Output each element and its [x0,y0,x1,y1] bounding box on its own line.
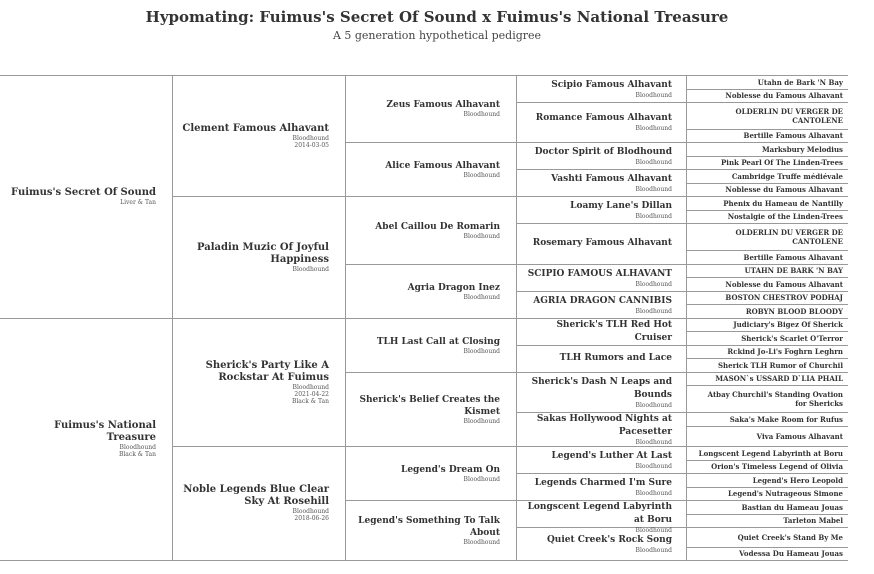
dog-card-gen5[interactable] [694,212,843,221]
dog-card-gen5[interactable] [694,374,843,383]
dog-card-gen5[interactable] [694,432,843,441]
dog-name: Legend's Hero Leopold [752,475,843,485]
row-separator [686,473,848,474]
dog-card-gen5[interactable] [694,228,843,246]
dog-card-gen5[interactable] [694,107,843,125]
dog-name: Loamy Lane's Dillan [570,200,672,211]
dog-name: Legend's Something To Talk About [358,515,500,538]
row-separator [686,412,848,413]
dog-name: Nostalgie of the Linden-Trees [727,212,843,221]
dog-detail: Bloodhound [463,111,500,118]
row-separator [345,318,516,319]
dog-card-gen5[interactable] [694,361,843,370]
dog-name: Noblesse du Famous Alhavant [725,185,843,194]
dog-name: Romance Famous Alhavant [535,113,672,123]
dog-card-gen5[interactable] [694,334,843,343]
dog-detail: Bloodhound [635,185,672,193]
dog-card-gen3[interactable] [353,99,500,118]
dog-name: Clement Famous Alhavant [182,122,329,134]
dog-detail: Bloodhound [292,265,329,273]
row-separator [516,372,686,373]
dog-card-gen5[interactable] [694,293,843,302]
dog-card-gen5[interactable] [694,549,843,558]
row-separator [516,264,686,265]
row-separator [686,196,848,197]
dog-card-gen4[interactable] [524,413,672,446]
dog-name: TLH Rumors and Lace [559,353,672,363]
row-separator [686,426,848,427]
dog-name: Sherick's Party Like A Rockstar At Fuimus [205,359,329,383]
dog-card-gen5[interactable] [694,145,843,154]
dog-detail: Bloodhound [635,212,672,220]
row-separator [345,196,516,197]
dog-card-gen5[interactable] [694,516,843,525]
dog-detail: Liver & Tan [120,199,156,206]
row-separator [0,560,172,561]
dog-name: Vashti Famous Alhavant [551,173,672,184]
dog-name: Vodessa Du Hameau Jouas [739,549,843,558]
row-separator [686,291,848,292]
dog-card-gen5[interactable] [694,185,843,194]
dog-name: Quiet Creek's Rock Song [546,534,672,545]
dog-card-gen5[interactable] [694,415,843,424]
row-separator [345,264,516,265]
dog-card-gen4[interactable] [524,146,672,166]
dog-name: Pink Pearl Of The Linden-Trees [721,158,843,167]
dog-card-gen3[interactable] [353,221,500,240]
dog-detail: Bloodhound [463,475,500,483]
dog-name: Noblesse du Famous Alhavant [725,91,843,100]
dog-card-gen2[interactable] [180,123,329,149]
dog-name: Saka's Make Room for Rufus [729,414,843,424]
dog-name: Noblesse du Famous Alhavant [725,279,843,289]
dog-detail: Bloodhound [635,546,672,554]
dog-name: Agria Dragon Inez [407,282,500,293]
dog-detail: Bloodhound [463,538,500,546]
dog-card-gen4[interactable] [524,79,672,99]
dog-name: Phenix du Hameau de Nantilly [723,198,843,208]
dog-card-gen4[interactable] [524,237,672,250]
dog-name: Sherick's TLH Red Hot Cruiser [556,320,672,343]
dog-detail: Bloodhound [463,417,500,425]
row-separator [516,142,686,143]
dog-card-gen5[interactable] [694,199,843,208]
row-separator [172,560,345,561]
row-separator [686,102,848,103]
row-separator [516,345,686,346]
dog-detail: Bloodhound [463,347,500,355]
dog-detail: Bloodhound [463,293,500,301]
row-separator [686,183,848,184]
page-subtitle: A 5 generation hypothetical pedigree [332,29,542,42]
dog-detail: Bloodhound [635,439,672,446]
dog-card-gen5[interactable] [694,476,843,485]
dog-detail: Black & Tan [118,451,156,458]
row-separator [345,372,516,373]
row-separator [686,210,848,211]
dog-card-gen4[interactable] [524,534,672,554]
dog-card-gen4[interactable] [524,112,672,132]
row-separator [172,75,345,76]
dog-name: BOSTON CHESTROV PODHAJ [725,293,843,302]
dog-name: ROBYN BLOOD BLOODY [745,306,843,316]
dog-detail: Bloodhound [463,171,500,179]
dog-name: Quiet Creek's Stand By Me [737,532,843,542]
dog-name: UTAHN DE BARK 'N BAY [744,266,843,275]
dog-card-gen3[interactable] [353,464,500,483]
dog-card-gen4[interactable] [524,200,672,220]
dog-card-gen3[interactable] [353,160,500,179]
dog-name: Sherick's Dash N Leaps and Bounds [531,376,672,400]
dog-name: Bastian du Hameau Jouas [741,502,843,512]
dog-name: Utahn de Bark 'N Bay [757,77,843,87]
row-separator [0,318,172,319]
dog-card-gen5[interactable] [694,390,843,408]
row-separator [686,527,848,528]
column-divider [172,75,173,560]
row-separator [516,102,686,103]
row-separator [516,196,686,197]
row-separator [516,473,686,474]
row-separator [686,331,848,332]
column-divider [345,75,346,560]
dog-name: Paladin Muzic Of Joyful Happiness [196,241,329,265]
dog-card-gen3[interactable] [353,515,500,546]
row-separator [345,500,516,501]
row-separator [686,156,848,157]
row-separator [686,345,848,346]
row-separator [516,169,686,170]
dog-name: Zeus Famous Alhavant [386,100,500,110]
dog-detail: Bloodhound [119,444,156,451]
row-separator [686,277,848,278]
dog-card-gen5[interactable] [694,91,843,100]
dog-card-gen5[interactable] [694,78,843,87]
dog-card-gen4[interactable] [524,450,672,470]
dog-name: Rosemary Famous Alhavant [532,238,672,248]
dog-card-gen2[interactable] [180,242,329,273]
dog-name: Atbay Churchil's Standing Ovation for Shericks [707,389,843,408]
dog-detail: Bloodhound [635,280,672,288]
dog-name: Scipio Famous Alhavant [551,79,672,90]
row-separator [686,385,848,386]
dog-detail: Bloodhound [463,232,500,240]
dog-name: Legend's Dream On [400,464,500,475]
dog-card-gen5[interactable] [694,158,843,167]
dog-card-gen4[interactable] [524,268,672,288]
dog-card-gen5[interactable] [694,347,843,356]
dog-card-gen5[interactable] [694,131,843,140]
dog-card-gen4[interactable] [524,352,672,365]
dog-detail: Bloodhound [292,383,329,391]
dog-name: Legends Charmed I'm Sure [534,477,672,488]
dog-name: Sherick's Belief Creates the Kismet [359,394,500,417]
dog-card-gen5[interactable] [694,489,843,498]
dog-name: Bertille Famous Alhavant [743,131,843,140]
row-separator [686,358,848,359]
dog-detail: Bloodhound [635,401,672,409]
dog-name: Alice Famous Alhavant [385,160,500,171]
row-separator [686,75,848,76]
dog-name: Rckind Jo-Li's Foghrn Leghrn [727,347,843,356]
row-separator [345,75,516,76]
dog-name: Cambridge Truffe médiévale [731,171,843,181]
dog-card-gen2[interactable] [180,484,329,522]
dog-card-gen5[interactable] [694,503,843,512]
dog-detail: Bloodhound [635,462,672,470]
row-separator [345,142,516,143]
dog-name: Legend's Luther At Last [551,450,672,461]
row-separator [516,223,686,224]
row-separator [172,196,345,197]
dog-name: TLH Last Call at Closing [376,336,500,347]
dog-name: Sherick TLH Rumor of Churchil [717,360,843,370]
row-separator [172,318,345,319]
row-separator [516,75,686,76]
dog-card-gen4[interactable] [524,173,672,193]
dog-detail: Bloodhound [292,508,329,515]
dog-card-gen5[interactable] [694,172,843,181]
dog-name: AGRIA DRAGON CANNIBIS [533,295,672,306]
dog-card-gen3[interactable] [353,394,500,425]
dog-detail: 2014-03-05 [294,141,329,149]
row-separator [686,487,848,488]
row-separator [686,372,848,373]
dog-name: Abel Caillou De Romarin [375,221,500,232]
dog-name: Judiciary's Bigez Of Sherick [733,320,843,329]
row-separator [686,250,848,251]
row-separator [686,560,848,561]
row-separator [686,547,848,548]
dog-name: SCIPIO FAMOUS ALHAVANT [527,268,672,279]
dog-detail: Bloodhound [635,307,672,315]
row-separator [345,446,516,447]
dog-name: Marksbury Melodius [761,144,843,154]
dog-name: OLDERLIN DU VERGER DE CANTOLENE [735,106,843,125]
dog-name: Fuimus's Secret Of Sound [11,187,156,198]
row-separator [0,75,172,76]
dog-detail: 2021-04-22 [294,390,329,398]
column-divider [516,75,517,560]
dog-card-gen5[interactable] [694,253,843,262]
dog-detail: Bloodhound [635,125,672,132]
dog-card-gen1[interactable] [8,420,156,458]
dog-name: OLDERLIN DU VERGER DE CANTOLENE [735,227,843,246]
dog-name: Fuimus's National Treasure [54,420,156,443]
dog-card-gen5[interactable] [694,266,843,275]
dog-detail: Bloodhound [635,91,672,99]
dog-detail: Black & Tan [291,397,329,405]
dog-name: Bertille Famous Alhavant [743,252,843,262]
row-separator [686,223,848,224]
dog-card-gen4[interactable] [524,477,672,497]
column-divider [686,75,687,560]
dog-detail: 2018-06-26 [294,515,329,522]
row-separator [686,514,848,515]
row-separator [516,446,686,447]
dog-card-gen5[interactable] [694,280,843,289]
dog-card-gen4[interactable] [524,319,672,345]
row-separator [686,264,848,265]
dog-name: Sakas Hollywood Nights at Pacesetter [536,414,672,437]
row-separator [686,460,848,461]
dog-card-gen3[interactable] [353,336,500,355]
dog-card-gen2[interactable] [180,360,329,405]
row-separator [686,142,848,143]
row-separator [686,500,848,501]
row-separator [686,304,848,305]
dog-card-gen4[interactable] [524,501,672,534]
dog-detail: Bloodhound [635,489,672,497]
dog-card-gen5[interactable] [694,320,843,329]
dog-name: Orion's Timeless Legend of Olivia [711,462,843,471]
dog-name: Tarleton Mabel [783,516,843,525]
dog-name: Legend's Nutrageous Simone [728,489,843,498]
row-separator [686,169,848,170]
page-title: Hypomating: Fuimus's Secret Of Sound x Fuimus's National Treasure [145,8,729,26]
dog-detail: Bloodhound [292,134,329,142]
row-separator [345,560,516,561]
dog-card-gen1[interactable] [8,187,156,206]
dog-name: Longscent Legend Labyrinth at Boru [527,502,672,525]
row-separator [516,560,686,561]
dog-name: Noble Legends Blue Clear Sky At Rosehill [183,484,329,507]
dog-name: MASON`s USSARD D`LIA PHAIL [715,374,843,383]
dog-detail: Bloodhound [635,158,672,166]
dog-name: Sherick's Scarlet O'Terror [741,333,843,343]
dog-name: Viva Famous Alhavant [756,431,843,441]
row-separator [172,446,345,447]
dog-name: Longscent Legend Labyrinth at Boru [698,448,843,458]
dog-name: Doctor Spirit of Blodhound [534,146,672,157]
dog-card-gen5[interactable] [694,449,843,458]
dog-card-gen5[interactable] [694,462,843,471]
row-separator [686,129,848,130]
row-separator [686,446,848,447]
row-separator [686,318,848,319]
dog-card-gen4[interactable] [524,295,672,315]
dog-card-gen4[interactable] [524,376,672,409]
dog-card-gen5[interactable] [694,533,843,542]
dog-detail: Bloodhound [635,527,672,534]
row-separator [516,291,686,292]
dog-card-gen5[interactable] [694,307,843,316]
row-separator [686,89,848,90]
dog-card-gen3[interactable] [353,282,500,301]
